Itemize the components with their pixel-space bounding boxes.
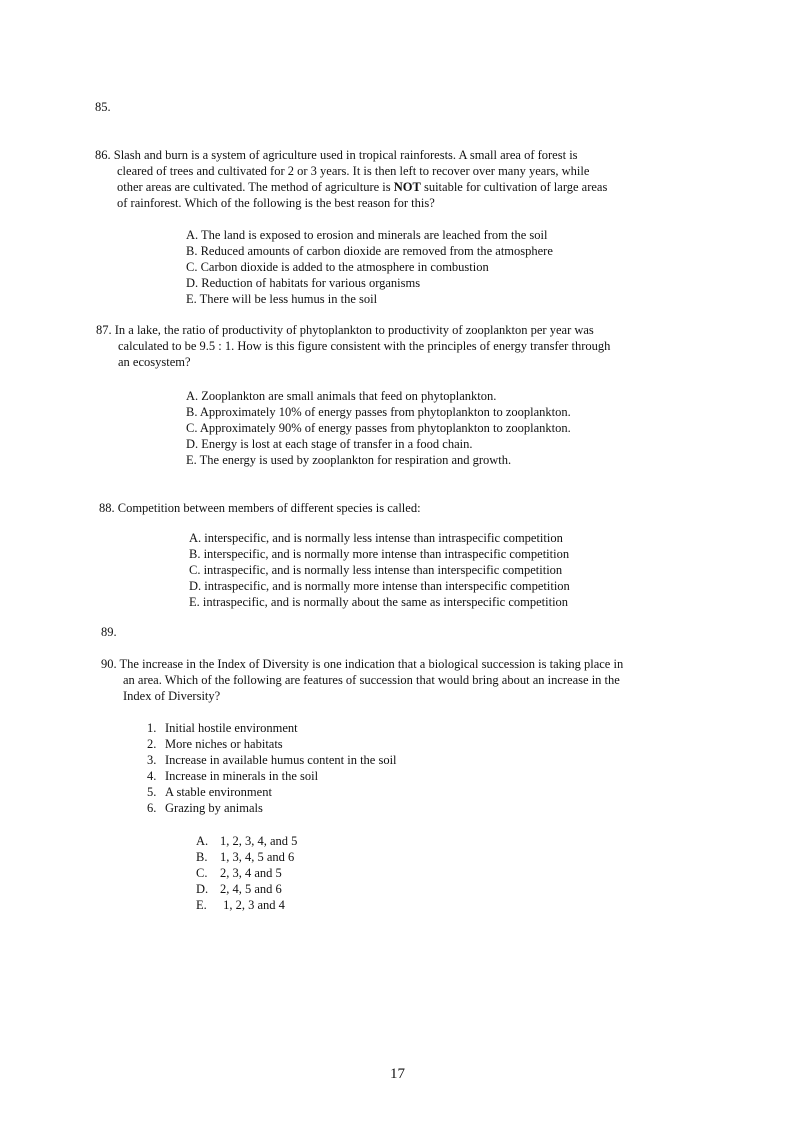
question-90	[101, 656, 636, 704]
option-88-e[interactable]: E. intraspecific, and is normally about the same as interspecific competition	[189, 595, 569, 609]
option-text: 1, 2, 3 and 4	[220, 898, 285, 912]
question-90-stem-text: The increase in the Index of Diversity is one indication that a biological succession is taking place in an area. Which of the following are features of succession that would bring about an increase in the Index of Diversity?	[119, 657, 624, 703]
option-letter: D.	[196, 882, 209, 896]
option-90-b[interactable]	[196, 849, 297, 865]
statement-item	[147, 800, 397, 816]
question-86	[95, 147, 615, 211]
option-88-c[interactable]: C. intraspecific, and is normally less intense than interspecific competition	[189, 563, 563, 577]
option-86-d[interactable]: D. Reduction of habitats for various organisms	[186, 276, 421, 290]
question-86-stem-part-2: suitable for cultivation of large areas of rainforest. Which of the following is the best reason for this?	[117, 180, 608, 210]
option-letter: A.	[196, 834, 209, 848]
statement-text: Increase in available humus content in the soil	[165, 753, 397, 767]
option-letter: B.	[196, 850, 208, 864]
statement-number: 6.	[147, 801, 157, 815]
question-90-statements	[147, 720, 397, 816]
option-86-a[interactable]: A. The land is exposed to erosion and minerals are leached from the soil	[186, 228, 548, 242]
question-86-stem-emphasis: NOT	[393, 180, 421, 194]
question-88-number: 88.	[99, 501, 115, 515]
question-87-stem-text: In a lake, the ratio of productivity of phytoplankton to productivity of zooplankton per year was calculated to be 9.5 : 1. How is this figure consistent with the principles of energy transfer through an ecosystem?	[114, 323, 611, 369]
option-text: 2, 3, 4 and 5	[220, 866, 282, 880]
option-87-d[interactable]: D. Energy is lost at each stage of transfer in a food chain.	[186, 437, 473, 451]
statement-text: Initial hostile environment	[165, 721, 298, 735]
question-86-stem-part-1: Slash and burn is a system of agriculture used in tropical rainforests. A small area of forest is cleared of trees and cultivated for 2 or 3 years. It is then left to recover over many years, while other areas are cultivated. The method of agriculture is	[113, 148, 590, 194]
option-87-a[interactable]: A. Zooplankton are small animals that feed on phytoplankton.	[186, 389, 497, 403]
option-90-c[interactable]	[196, 865, 297, 881]
statement-item	[147, 768, 397, 784]
question-86-stem	[95, 147, 615, 211]
statement-text: Increase in minerals in the soil	[165, 769, 319, 783]
option-letter: C.	[196, 866, 208, 880]
statement-text: More niches or habitats	[165, 737, 283, 751]
option-90-d[interactable]	[196, 881, 297, 897]
option-90-e[interactable]	[196, 897, 297, 913]
statement-item	[147, 736, 397, 752]
statement-text: A stable environment	[165, 785, 272, 799]
statement-number: 2.	[147, 737, 157, 751]
question-90-number: 90.	[101, 657, 117, 671]
statement-item	[147, 752, 397, 768]
question-90-options	[196, 833, 297, 913]
option-87-e[interactable]: E. The energy is used by zooplankton for respiration and growth.	[186, 453, 512, 467]
option-text: 1, 2, 3, 4, and 5	[220, 834, 298, 848]
option-88-d[interactable]: D. intraspecific, and is normally more intense than interspecific competition	[189, 579, 570, 593]
question-87-options	[186, 388, 571, 468]
option-86-e[interactable]: E. There will be less humus in the soil	[186, 292, 378, 306]
question-88-options	[189, 530, 570, 610]
statement-number: 5.	[147, 785, 157, 799]
statement-text: Grazing by animals	[165, 801, 263, 815]
question-90-stem	[101, 656, 636, 704]
question-85-number: 85.	[95, 100, 111, 114]
option-text: 2, 4, 5 and 6	[220, 882, 282, 896]
question-89-number: 89.	[101, 625, 117, 639]
option-87-c[interactable]: C. Approximately 90% of energy passes from phytoplankton to zooplankton.	[186, 421, 571, 435]
option-86-c[interactable]: C. Carbon dioxide is added to the atmosphere in combustion	[186, 260, 489, 274]
page-number: 17	[390, 1066, 405, 1082]
option-88-a[interactable]: A. interspecific, and is normally less intense than intraspecific competition	[189, 531, 563, 545]
statement-item	[147, 720, 397, 736]
option-90-a[interactable]	[196, 833, 297, 849]
statement-number: 3.	[147, 753, 157, 767]
question-87-stem	[96, 322, 616, 370]
option-text: 1, 3, 4, 5 and 6	[220, 850, 295, 864]
question-86-number: 86.	[95, 148, 111, 162]
option-88-b[interactable]: B. interspecific, and is normally more intense than intraspecific competition	[189, 547, 570, 561]
question-88-stem	[99, 500, 421, 516]
question-87	[96, 322, 616, 370]
question-88-stem-text: Competition between members of different species is called:	[117, 501, 421, 515]
statement-number: 4.	[147, 769, 157, 783]
option-87-b[interactable]: B. Approximately 10% of energy passes from phytoplankton to zooplankton.	[186, 405, 571, 419]
option-letter: E.	[196, 898, 207, 912]
statement-number: 1.	[147, 721, 157, 735]
statement-item	[147, 784, 397, 800]
option-86-b[interactable]: B. Reduced amounts of carbon dioxide are removed from the atmosphere	[186, 244, 553, 258]
question-86-options	[186, 227, 553, 307]
question-87-number: 87.	[96, 323, 112, 337]
